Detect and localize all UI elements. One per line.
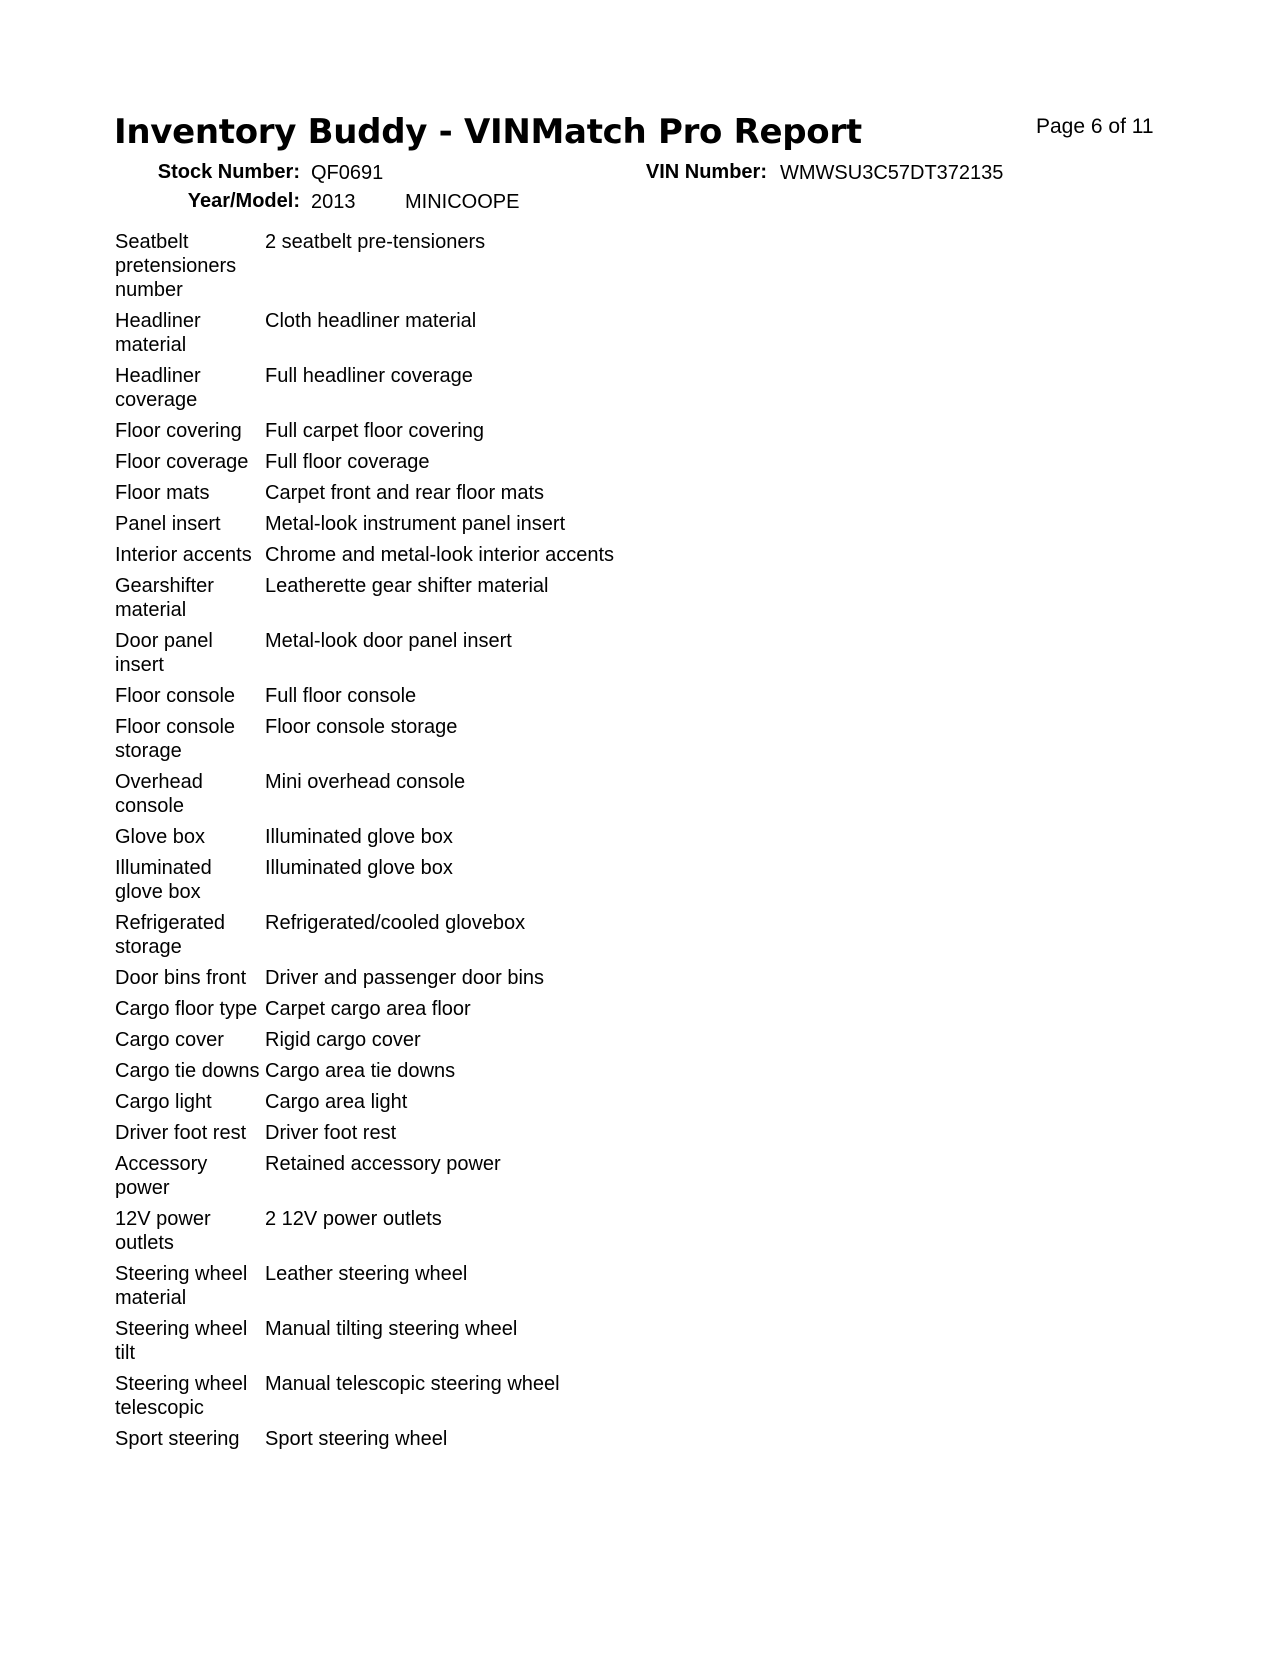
spec-row (115, 684, 1015, 715)
spec-name: Driver foot rest (115, 1122, 247, 1144)
spec-name: Gearshifter material (115, 575, 214, 621)
spec-row (115, 364, 1015, 419)
spec-name: Steering wheel material (115, 1263, 248, 1309)
spec-value: Full floor coverage (265, 451, 430, 473)
spec-value: Cloth headliner material (265, 310, 477, 332)
spec-value: Illuminated glove box (265, 826, 453, 848)
spec-value: Manual telescopic steering wheel (265, 1373, 560, 1395)
spec-name: Headliner coverage (115, 365, 201, 411)
spec-name: Glove box (115, 826, 206, 848)
spec-value: Floor console storage (265, 716, 458, 738)
year-model-label: Year/Model: (187, 190, 300, 212)
spec-row (115, 911, 1015, 966)
spec-row (115, 966, 1015, 997)
spec-row (115, 1427, 1015, 1458)
spec-value: 2 12V power outlets (265, 1208, 442, 1230)
spec-name: Overhead console (115, 771, 203, 817)
spec-value: Driver and passenger door bins (265, 967, 545, 989)
spec-row (115, 1028, 1015, 1059)
year-value: 2013 (311, 191, 356, 213)
spec-row (115, 543, 1015, 574)
spec-name: Seatbelt pretensioners number (115, 231, 237, 301)
spec-value: Full headliner coverage (265, 365, 473, 387)
spec-name: Refrigerated storage (115, 912, 226, 958)
spec-row (115, 1262, 1015, 1317)
spec-row (115, 419, 1015, 450)
spec-value: Cargo area light (265, 1091, 408, 1113)
spec-value: Metal-look door panel insert (265, 630, 512, 652)
spec-name: Floor coverage (115, 451, 249, 473)
spec-value: Manual tilting steering wheel (265, 1318, 518, 1340)
stock-number-label: Stock Number: (157, 161, 300, 183)
spec-value: Chrome and metal-look interior accents (265, 544, 615, 566)
spec-value: Sport steering wheel (265, 1428, 448, 1450)
spec-value: Cargo area tie downs (265, 1060, 456, 1082)
spec-row (115, 481, 1015, 512)
spec-name: Cargo cover (115, 1029, 224, 1051)
spec-name: Cargo tie downs (115, 1060, 260, 1082)
spec-row (115, 450, 1015, 481)
spec-value: 2 seatbelt pre-tensioners (265, 231, 486, 253)
spec-row (115, 230, 1015, 309)
spec-value: Leatherette gear shifter material (265, 575, 549, 597)
spec-name: Steering wheel tilt (115, 1318, 248, 1364)
spec-row (115, 309, 1015, 364)
spec-name: Illuminated glove box (115, 857, 212, 903)
spec-value: Driver foot rest (265, 1122, 397, 1144)
vin-number-label: VIN Number: (645, 161, 767, 183)
spec-row (115, 1152, 1015, 1207)
spec-row (115, 1090, 1015, 1121)
spec-row (115, 1372, 1015, 1427)
spec-row (115, 825, 1015, 856)
spec-name: Floor mats (115, 482, 210, 504)
spec-name: Accessory power (115, 1153, 208, 1199)
spec-value: Rigid cargo cover (265, 1029, 421, 1051)
spec-row (115, 1121, 1015, 1152)
spec-name: Floor console (115, 685, 236, 707)
spec-value: Leather steering wheel (265, 1263, 468, 1285)
spec-value: Illuminated glove box (265, 857, 453, 879)
spec-name: Floor covering (115, 420, 242, 442)
spec-row (115, 770, 1015, 825)
spec-row (115, 715, 1015, 770)
spec-name: Panel insert (115, 513, 221, 535)
spec-name: Interior accents (115, 544, 252, 566)
spec-name: Steering wheel telescopic (115, 1373, 248, 1419)
vin-number-value: WMWSU3C57DT372135 (780, 162, 1004, 184)
spec-value: Full floor console (265, 685, 417, 707)
spec-row (115, 512, 1015, 543)
stock-number-value: QF0691 (311, 162, 384, 184)
page-number: Page 6 of 11 (1036, 115, 1154, 138)
spec-value: Carpet cargo area floor (265, 998, 471, 1020)
spec-name: Cargo light (115, 1091, 212, 1113)
spec-name: Door bins front (115, 967, 247, 989)
spec-name: Headliner material (115, 310, 201, 356)
spec-row (115, 1207, 1015, 1262)
report-title: Inventory Buddy - VINMatch Pro Report (114, 112, 862, 152)
spec-row (115, 574, 1015, 629)
spec-row (115, 1317, 1015, 1372)
spec-row (115, 629, 1015, 684)
spec-row (115, 856, 1015, 911)
spec-row (115, 997, 1015, 1028)
spec-value: Retained accessory power (265, 1153, 501, 1175)
spec-name: Cargo floor type (115, 998, 258, 1020)
spec-table (115, 230, 1015, 1458)
model-value: MINICOOPE (405, 191, 520, 213)
spec-value: Full carpet floor covering (265, 420, 484, 442)
spec-value: Refrigerated/cooled glovebox (265, 912, 526, 934)
spec-name: Sport steering (115, 1428, 240, 1450)
spec-name: Floor console storage (115, 716, 236, 762)
spec-value: Metal-look instrument panel insert (265, 513, 566, 535)
spec-name: 12V power outlets (115, 1208, 211, 1254)
spec-value: Mini overhead console (265, 771, 466, 793)
spec-value: Carpet front and rear floor mats (265, 482, 545, 504)
spec-row (115, 1059, 1015, 1090)
spec-name: Door panel insert (115, 630, 213, 676)
